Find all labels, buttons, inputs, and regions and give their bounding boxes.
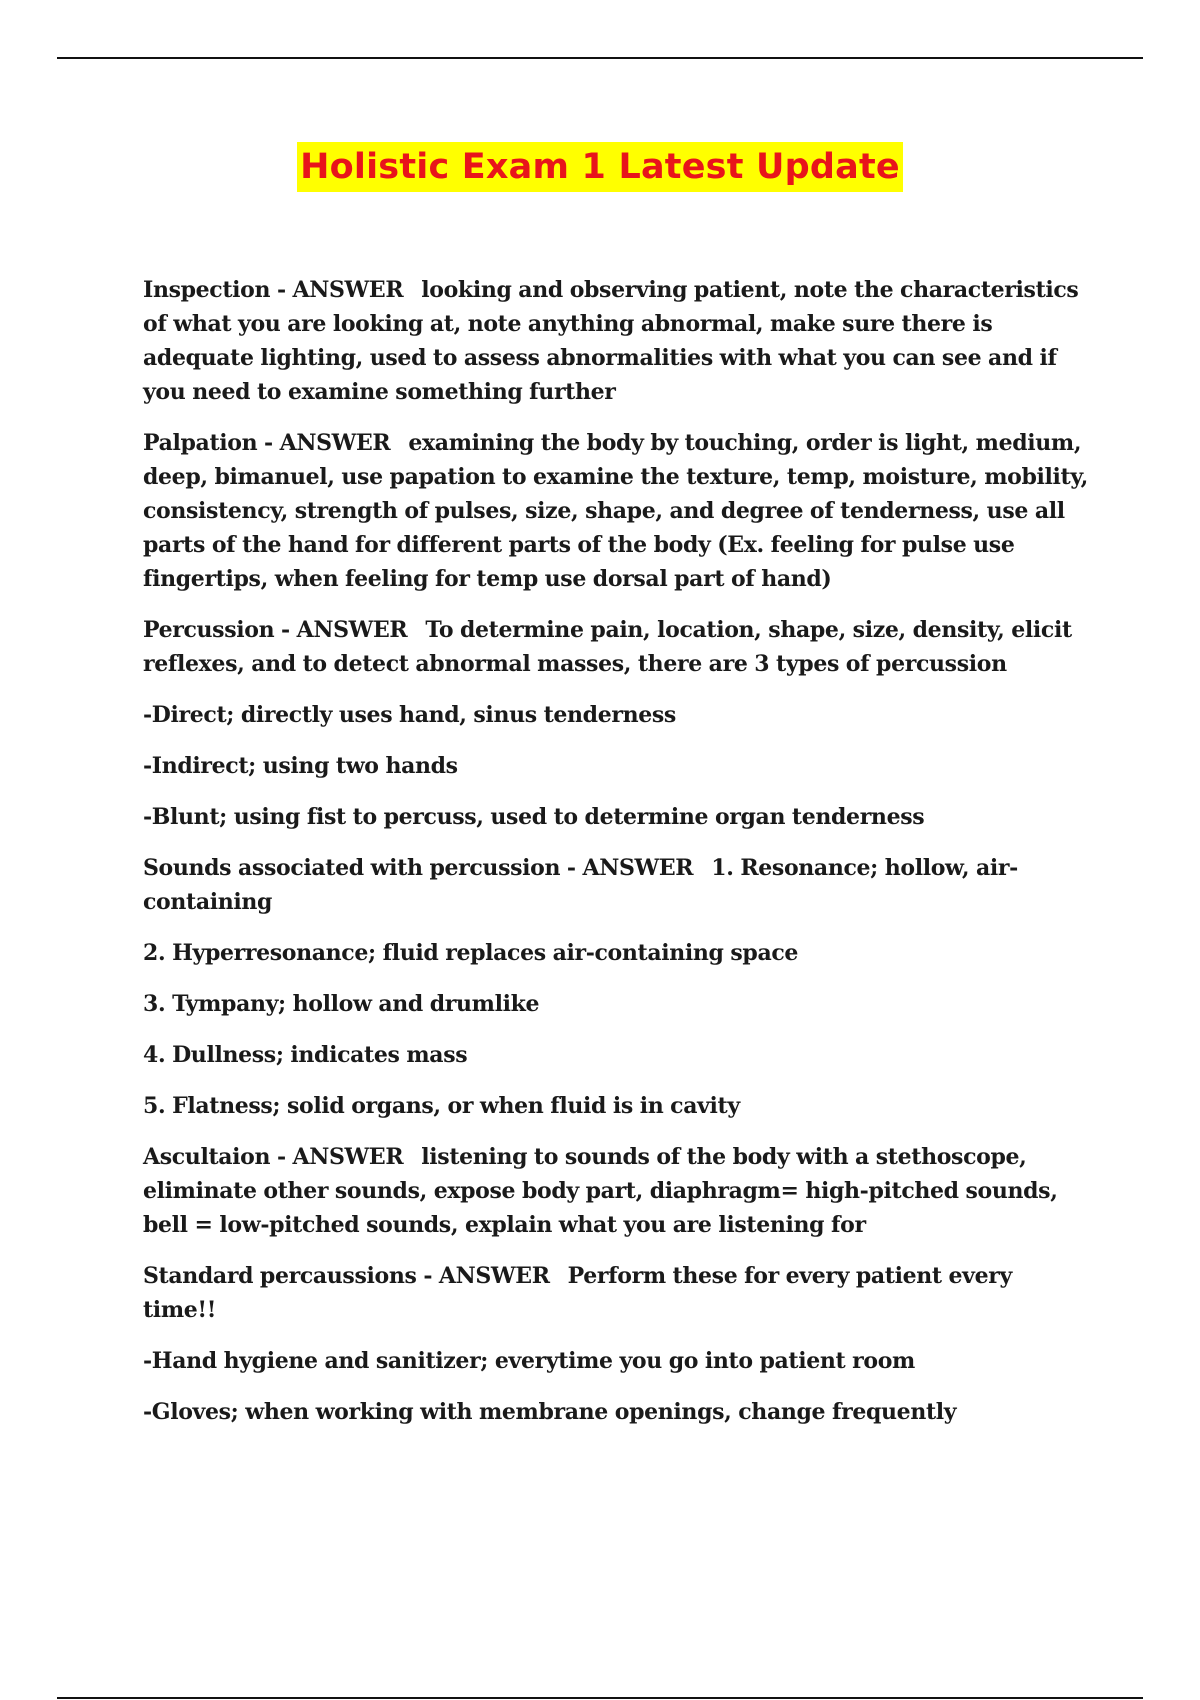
term-label: Percussion - ANSWER: [143, 617, 408, 643]
list-item-indirect: -Indirect; using two hands: [143, 753, 458, 779]
answer-text: examining the body by touching, order is light, medium, deep, bimanuel, use papation to examine the texture, temp, moisture, mobility, consistency, strength of pulses, size, shape, and degree of tenderness, use all parts of the hand for different parts of the body (Ex. feeling for pulse use fingertips, when feeling for temp use dorsal part of hand): [143, 430, 1088, 592]
term-label: Palpation - ANSWER: [143, 430, 391, 456]
answer-text: Perform these for every patient every time!!: [143, 1263, 1012, 1323]
top-rule: [57, 57, 1143, 59]
term-label: Inspection - ANSWER: [143, 277, 404, 303]
paragraph-percussion: [143, 613, 1088, 681]
list-item-hyperresonance: 2. Hyperresonance; fluid replaces air-containing space: [143, 940, 799, 966]
paragraph-palpation: [143, 426, 1088, 596]
list-item-flatness: 5. Flatness; solid organs, or when fluid is in cavity: [143, 1093, 740, 1119]
list-item-direct: -Direct; directly uses hand, sinus tenderness: [143, 702, 676, 728]
document-title: Holistic Exam 1 Latest Update: [297, 142, 903, 192]
paragraph-sounds: [143, 851, 1088, 919]
title-container: [0, 142, 1200, 192]
paragraph-standard-precautions: [143, 1259, 1088, 1327]
list-item-dullness: 4. Dullness; indicates mass: [143, 1042, 468, 1068]
paragraph-inspection: [143, 273, 1088, 409]
answer-text: 1. Resonance; hollow, air-containing: [143, 855, 1018, 915]
document-body: [143, 273, 1088, 1446]
answer-text: To determine pain, location, shape, size, density, elicit reflexes, and to detect abnormal masses, there are 3 types of percussion: [143, 617, 1072, 677]
list-item-blunt: -Blunt; using fist to percuss, used to determine organ tenderness: [143, 804, 925, 830]
list-item-tympany: 3. Tympany; hollow and drumlike: [143, 991, 540, 1017]
answer-text: listening to sounds of the body with a stethoscope, eliminate other sounds, expose body part, diaphragm= high-pitched sounds, bell = low-pitched sounds, explain what you are listening for: [143, 1144, 1058, 1238]
answer-text: looking and observing patient, note the characteristics of what you are looking at, note anything abnormal, make sure there is adequate lighting, used to assess abnormalities with what you can see and if you need to examine something further: [143, 277, 1079, 405]
term-label: Standard percaussions - ANSWER: [143, 1263, 550, 1289]
term-label: Ascultaion - ANSWER: [143, 1144, 404, 1170]
paragraph-auscultation: [143, 1140, 1088, 1242]
term-label: Sounds associated with percussion - ANSWER: [143, 855, 694, 881]
list-item-gloves: -Gloves; when working with membrane openings, change frequently: [143, 1399, 957, 1425]
list-item-hand-hygiene: -Hand hygiene and sanitizer; everytime you go into patient room: [143, 1348, 915, 1374]
bottom-rule: [57, 1697, 1143, 1699]
